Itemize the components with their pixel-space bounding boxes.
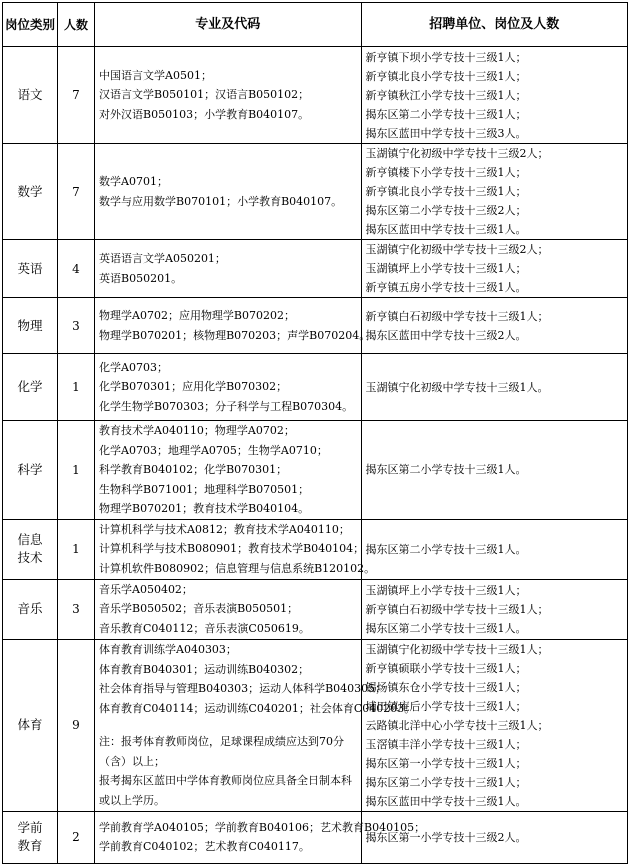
unit-line: 新亨镇硕联小学专技十三级1人； bbox=[365, 661, 527, 675]
unit-line: 新亨镇楼下小学专技十三级1人； bbox=[365, 166, 527, 179]
count-text: 3 bbox=[72, 602, 80, 616]
major-line: 学前教育学A040105；学前教育B040106；艺术教育B040105； bbox=[99, 820, 426, 834]
count-text: 2 bbox=[72, 830, 80, 844]
cell-count bbox=[58, 579, 95, 639]
major-line: 学前教育C040102；艺术教育C040117。 bbox=[99, 840, 310, 853]
major-line: 英语语言文学A050201； bbox=[99, 252, 226, 265]
cell-major bbox=[95, 240, 362, 298]
header-unit: 招聘单位、岗位及人数 bbox=[361, 3, 628, 47]
unit-line: 揭东区第二小学专技十三级1人。 bbox=[365, 621, 527, 635]
cell-subject bbox=[3, 579, 58, 639]
table-row bbox=[3, 144, 628, 240]
cell-unit bbox=[361, 47, 628, 144]
major-line: 英语B050201。 bbox=[99, 271, 183, 285]
major-line: 化学A0703；地理学A0705；生物学A0710； bbox=[99, 443, 328, 457]
recruitment-table bbox=[2, 2, 628, 864]
unit-line: 揭东区第二小学专技十三级1人。 bbox=[365, 542, 527, 556]
cell-major bbox=[95, 639, 416, 811]
major-line: 音乐学B050502；音乐表演B050501； bbox=[99, 602, 299, 616]
cell-subject bbox=[3, 47, 58, 144]
major-line: 体育教育C040114；运动训练C040201；社会体育C040203。 bbox=[99, 701, 416, 715]
table-row bbox=[3, 639, 628, 811]
unit-line: 揭东区第二小学专技十三级1人； bbox=[365, 775, 527, 789]
major-line: 数学A0701； bbox=[99, 175, 168, 188]
major-line: 数学与应用数学B070101；小学教育B040107。 bbox=[99, 194, 343, 208]
cell-major bbox=[95, 579, 362, 639]
subject-text: 英语 bbox=[17, 260, 43, 276]
subject-text: 物理 bbox=[17, 317, 43, 333]
cell-unit bbox=[361, 240, 628, 298]
cell-unit bbox=[361, 298, 628, 354]
subject-text: 信息技术 bbox=[17, 532, 43, 565]
unit-line: 云路镇北洋中心小学专技十三级1人； bbox=[365, 718, 549, 732]
cell-count bbox=[58, 298, 95, 354]
cell-major bbox=[95, 354, 362, 421]
major-line: 化学A0703； bbox=[99, 360, 168, 374]
header-major: 专业及代码 bbox=[95, 3, 362, 47]
cell-count bbox=[58, 240, 95, 298]
unit-line: 新亨镇下坝小学专技十三级1人； bbox=[365, 50, 527, 64]
unit-line: 揭东区第二小学专技十三级1人； bbox=[365, 107, 527, 121]
major-line: 社会体育指导与管理B040303；运动人体科学B040305； bbox=[99, 682, 387, 695]
unit-line: 玉湖镇坪上小学专技十三级1人； bbox=[365, 262, 527, 275]
table-row bbox=[3, 47, 628, 144]
major-line: 体育教育B040301；运动训练B040302； bbox=[99, 662, 310, 676]
unit-line: 揭东区第一小学专技十三级1人； bbox=[365, 756, 527, 770]
major-line: 物理学B070201；核物理B070203；声学B070204。 bbox=[99, 328, 371, 342]
unit-line: 玉湖镇宁化初级中学专技十三级2人； bbox=[365, 147, 549, 160]
cell-major bbox=[95, 144, 362, 240]
table-row bbox=[3, 354, 628, 421]
header-count: 人数 bbox=[58, 3, 95, 47]
major-line: 体育教育训练学A040303； bbox=[99, 643, 237, 656]
header-row bbox=[3, 3, 628, 47]
cell-unit bbox=[361, 639, 628, 811]
cell-major bbox=[95, 811, 426, 863]
table-row bbox=[3, 519, 628, 579]
major-line: 化学B070301；应用化学B070302； bbox=[99, 380, 288, 394]
count-text: 7 bbox=[72, 88, 80, 102]
cell-subject bbox=[3, 421, 58, 520]
cell-count bbox=[58, 354, 95, 421]
cell-subject bbox=[3, 144, 58, 240]
unit-line: 玉滘镇丰洋小学专技十三级1人； bbox=[365, 737, 527, 751]
unit-line: 揭东区第二小学专技十三级2人； bbox=[365, 204, 527, 217]
cell-major bbox=[95, 298, 371, 354]
subject-text: 科学 bbox=[17, 461, 43, 477]
subject-text: 学前教育 bbox=[17, 820, 43, 853]
major-line: 物理学B070201；教育技术学B040104。 bbox=[99, 502, 310, 515]
subject-text: 体育 bbox=[17, 717, 43, 732]
count-text: 3 bbox=[72, 318, 80, 333]
unit-line: 玉湖镇宁化初级中学专技十三级1人； bbox=[365, 642, 549, 656]
table-body bbox=[3, 47, 628, 864]
major-line: 教育技术学A040110；物理学A0702； bbox=[99, 424, 295, 437]
cell-subject bbox=[3, 354, 58, 421]
count-text: 7 bbox=[72, 184, 80, 199]
unit-line: 揭东区蓝田中学专技十三级1人。 bbox=[365, 794, 527, 808]
major-line: 科学教育B040102；化学B070301； bbox=[99, 463, 288, 476]
table-row bbox=[3, 579, 628, 639]
major-line: 化学生物学B070303；分子科学与工程B070304。 bbox=[99, 399, 354, 413]
count-text: 1 bbox=[72, 380, 80, 394]
subject-text: 音乐 bbox=[17, 601, 43, 616]
cell-count bbox=[58, 519, 95, 579]
unit-line: 揭东区第二小学专技十三级1人。 bbox=[365, 463, 527, 477]
unit-line: 新亨镇白石初级中学专技十三级1人； bbox=[365, 602, 549, 616]
major-line: 汉语言文学B050101；汉语言B050102； bbox=[99, 88, 310, 102]
cell-count bbox=[58, 144, 95, 240]
unit-line: 玉湖镇宁化初级中学专技十三级2人； bbox=[365, 243, 549, 256]
major-line: 计算机科学与技术A0812；教育技术学A040110； bbox=[99, 522, 350, 536]
cell-unit bbox=[361, 354, 628, 421]
major-line: 计算机科学与技术B080901；教育技术学B040104； bbox=[99, 542, 365, 556]
major-line: 音乐教育C040112；音乐表演C050619。 bbox=[99, 621, 310, 635]
count-text: 1 bbox=[72, 542, 80, 556]
table-row bbox=[3, 298, 628, 354]
major-line: 物理学A0702；应用物理学B070202； bbox=[99, 309, 296, 322]
unit-line: 新亨镇白石初级中学专技十三级1人； bbox=[365, 309, 549, 323]
count-text: 1 bbox=[72, 462, 80, 477]
major-note: 注：报考体育教师岗位，足球课程成绩应达到70分（含）以上； bbox=[99, 735, 344, 768]
cell-unit bbox=[361, 421, 628, 520]
unit-line: 揭东区蓝田中学专技十三级1人。 bbox=[365, 223, 527, 236]
table-row bbox=[3, 240, 628, 298]
unit-line: 新亨镇北良小学专技十三级1人； bbox=[365, 185, 527, 198]
cell-subject bbox=[3, 519, 58, 579]
major-line: 对外汉语B050103；小学教育B040107。 bbox=[99, 107, 310, 121]
unit-line: 埔田镇庵后小学专技十三级1人； bbox=[365, 699, 527, 713]
cell-subject bbox=[3, 639, 58, 811]
cell-subject bbox=[3, 811, 58, 863]
cell-count bbox=[58, 47, 95, 144]
cell-major bbox=[95, 47, 362, 144]
unit-line: 揭东区蓝田中学专技十三级3人。 bbox=[365, 126, 527, 140]
cell-subject bbox=[3, 240, 58, 298]
cell-unit bbox=[361, 811, 628, 863]
spacer bbox=[99, 718, 357, 732]
table-row bbox=[3, 811, 628, 863]
table-row bbox=[3, 421, 628, 520]
subject-text: 数学 bbox=[17, 183, 43, 199]
cell-unit bbox=[361, 144, 628, 240]
unit-line: 新亨镇北良小学专技十三级1人； bbox=[365, 69, 527, 83]
cell-unit bbox=[361, 579, 628, 639]
cell-unit bbox=[361, 519, 628, 579]
cell-subject bbox=[3, 298, 58, 354]
unit-line: 新亨镇秋江小学专技十三级1人； bbox=[365, 88, 527, 102]
major-line: 音乐学A050402； bbox=[99, 582, 193, 596]
header-subject: 岗位类别 bbox=[3, 3, 58, 47]
unit-line: 揭东区第一小学专技十三级2人。 bbox=[365, 830, 527, 844]
cell-count bbox=[58, 639, 95, 811]
major-note: 报考揭东区蓝田中学体育教师岗位应具备全日制本科或以上学历。 bbox=[99, 774, 352, 807]
cell-major bbox=[95, 519, 376, 579]
subject-text: 化学 bbox=[17, 379, 43, 394]
major-line: 中国语言文学A0501； bbox=[99, 68, 212, 82]
subject-text: 语文 bbox=[17, 87, 43, 102]
major-line: 生物科学B071001；地理科学B070501； bbox=[99, 482, 310, 496]
cell-count bbox=[58, 421, 95, 520]
major-line: 计算机软件B080902；信息管理与信息系统B120102。 bbox=[99, 561, 376, 575]
unit-line: 新亨镇五房小学专技十三级1人。 bbox=[365, 281, 527, 294]
count-text: 4 bbox=[72, 261, 80, 276]
unit-line: 玉湖镇宁化初级中学专技十三级1人。 bbox=[365, 380, 549, 394]
unit-line: 揭东区蓝田中学专技十三级2人。 bbox=[365, 328, 527, 342]
unit-line: 锡场镇东仓小学专技十三级1人； bbox=[365, 680, 527, 694]
unit-line: 玉湖镇坪上小学专技十三级1人； bbox=[365, 583, 527, 597]
cell-count bbox=[58, 811, 95, 863]
cell-major bbox=[95, 421, 362, 520]
count-text: 9 bbox=[72, 718, 80, 732]
